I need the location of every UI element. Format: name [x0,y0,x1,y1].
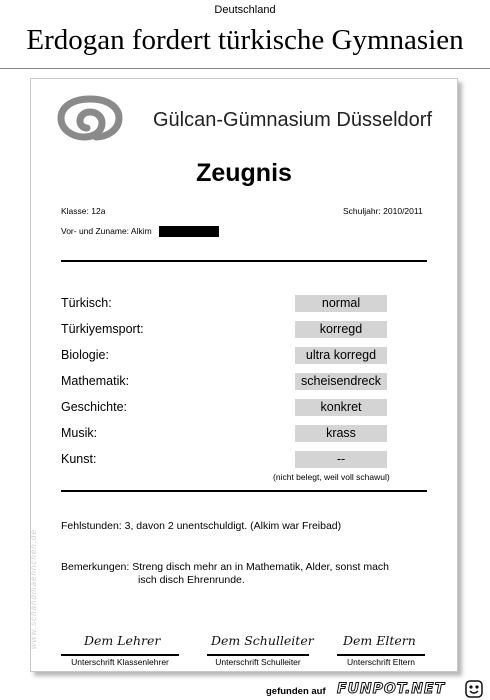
signature-teacher: Dem Lehrer [84,633,161,648]
grade-value: krass [295,425,387,442]
signature-line [337,654,425,656]
grade-value: korregd [295,321,387,338]
school-year-label: Schuljahr: 2010/2011 [343,206,423,216]
signature-principal: Dem Schulleiter [211,633,314,648]
funpot-logo[interactable]: FUNPOT.NET [337,681,446,697]
absence-hours: Fehlstunden: 3, davon 2 unentschuldigt. (Alkim war Freibad) [61,520,342,532]
subject-label: Mathematik: [61,374,130,388]
signature-caption: Unterschrift Schulleiter [215,657,301,667]
remarks-line-2: isch disch Ehrenrunde. [138,574,245,586]
top-rule [61,260,427,262]
signature-parents: Dem Eltern [343,633,416,648]
grade-value: konkret [295,399,387,416]
subject-label: Geschichte: [61,400,128,414]
grade-value: normal [295,295,387,312]
subject-label: Türkiyemsport: [61,322,144,336]
redacted-surname [159,226,219,237]
document-title: Zeugnis [196,159,292,187]
section-kicker: Deutschland [214,4,276,16]
subject-label: Kunst: [61,452,97,466]
grade-value: -- [295,451,387,468]
middle-rule [61,490,427,492]
subject-label: Biologie: [61,348,109,362]
student-name-label: Vor- und Zuname: Alkim [61,226,152,236]
class-label: Klasse: 12a [61,206,106,216]
school-name: Gülcan-Gümnasium Düsseldorf [153,109,432,131]
report-card [30,78,458,672]
subject-label: Türkisch: [61,296,112,310]
signature-line [207,654,309,656]
grade-value: ultra korregd [295,347,387,364]
subject-label: Musik: [61,426,98,440]
signature-caption: Unterschrift Klassenlehrer [71,657,169,667]
remarks-line-1: Bemerkungen: Streng disch mehr an in Mathematik, Alder, sonst mach [61,561,389,573]
swirl-logo-icon [57,93,123,143]
watermark: www.schandmaennchen.de [29,529,38,649]
article-headline: Erdogan fordert türkische Gymnasien [26,24,464,56]
header-divider [0,68,490,69]
signature-line [61,654,179,656]
grade-value: scheisendreck [295,373,387,390]
kunst-note: (nicht belegt, weil voll schawul) [273,472,390,482]
smiley-mascot-icon [464,680,484,698]
signature-caption: Unterschrift Eltern [346,657,416,667]
found-on-label: gefunden auf [266,686,326,697]
